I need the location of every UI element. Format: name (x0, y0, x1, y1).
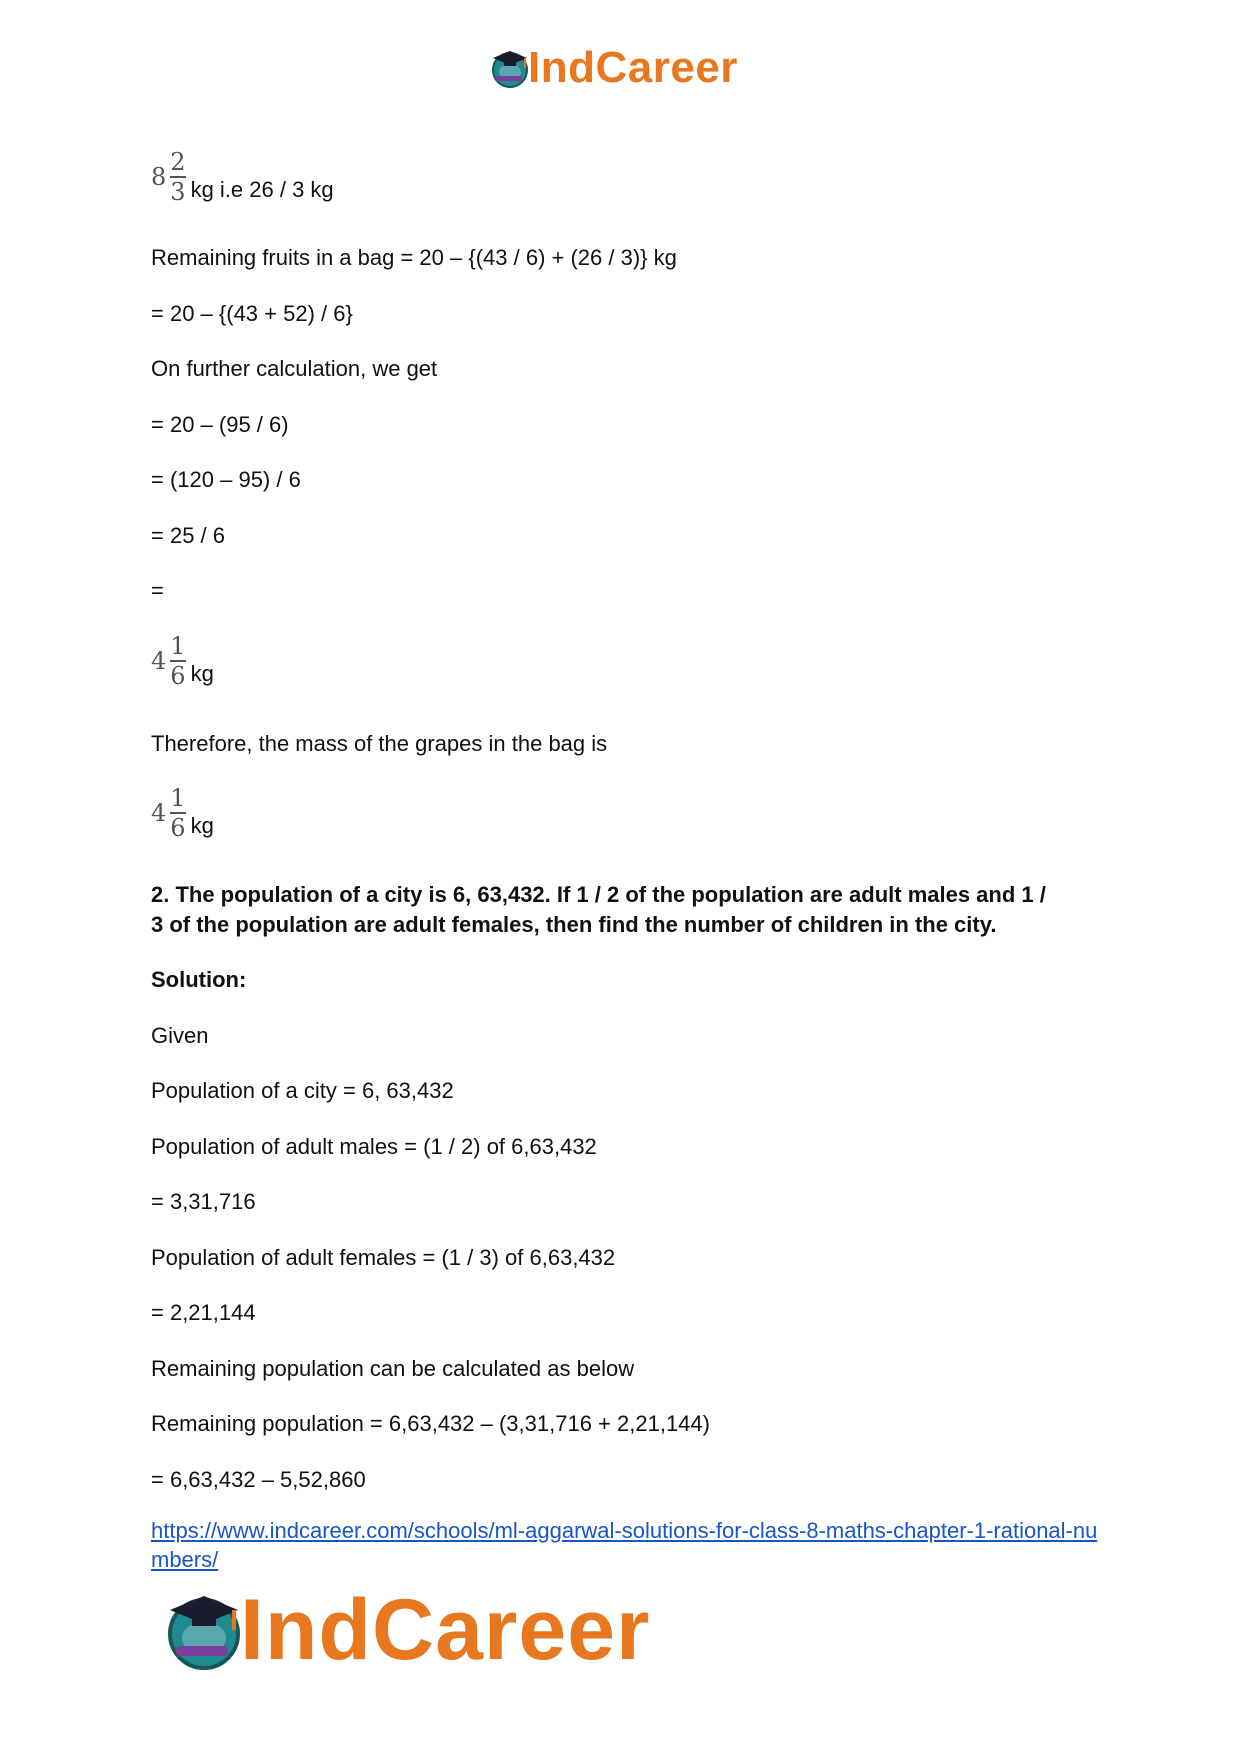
text-line: On further calculation, we get (151, 356, 438, 381)
text-line: = (151, 578, 164, 603)
fraction-unit: kg (190, 813, 214, 838)
graduation-cap-globe-icon (488, 46, 532, 90)
text-line: = (120 – 95) / 6 (151, 467, 301, 492)
text-line: = 20 – (95 / 6) (151, 412, 289, 437)
text-line: = 6,63,432 – 5,52,860 (151, 1467, 366, 1492)
mixed-fraction-line (151, 150, 334, 204)
header-logo (488, 44, 738, 92)
fraction (168, 150, 187, 204)
fraction (168, 786, 187, 840)
fraction-whole: 4 (151, 647, 167, 675)
text-line: = 25 / 6 (151, 523, 226, 548)
fraction-whole: 8 (151, 163, 167, 191)
text-line: Remaining population = 6,63,432 – (3,31,716 + 2,21,144) (151, 1411, 710, 1436)
text-line: Therefore, the mass of the grapes in the bag is (151, 731, 608, 756)
text-line: Population of adult males = (1 / 2) of 6,63,432 (151, 1134, 597, 1159)
footer-logo (160, 1582, 651, 1678)
text-line: Remaining fruits in a bag = 20 – {(43 / 6) + (26 / 3)} kg (151, 245, 677, 270)
mixed-number (151, 150, 188, 204)
fraction-denominator: 3 (170, 178, 186, 206)
brand-wordmark: IndCareer (240, 1582, 651, 1678)
fraction-denominator: 6 (170, 662, 186, 690)
fraction-text: kg i.e 26 / 3 kg (190, 177, 334, 202)
mixed-fraction-line (151, 634, 214, 688)
graduation-cap-globe-icon (160, 1586, 248, 1674)
fraction-denominator: 6 (170, 814, 186, 842)
source-link[interactable]: https://www.indcareer.com/schools/ml-aggarwal-solutions-for-class-8-maths-chapter-1-rational-numbers/ (151, 1518, 1098, 1572)
text-line: = 3,31,716 (151, 1189, 256, 1214)
fraction-whole: 4 (151, 799, 167, 827)
text-line: = 2,21,144 (151, 1300, 256, 1325)
text-line: Remaining population can be calculated as below (151, 1356, 635, 1381)
text-line: Given (151, 1023, 209, 1048)
mixed-number (151, 786, 188, 840)
mixed-fraction-line (151, 786, 214, 840)
fraction-numerator: 1 (170, 784, 186, 812)
text-line: Population of adult females = (1 / 3) of 6,63,432 (151, 1245, 616, 1270)
question-heading: 3 of the population are adult females, then find the number of children in the city. (151, 912, 997, 937)
fraction-numerator: 1 (170, 632, 186, 660)
fraction (168, 634, 187, 688)
mixed-number (151, 634, 188, 688)
fraction-numerator: 2 (170, 148, 186, 176)
brand-wordmark: IndCareer (528, 43, 738, 92)
question-heading: 2. The population of a city is 6, 63,432. If 1 / 2 of the population are adult males and 1 / (151, 882, 1046, 907)
fraction-unit: kg (190, 661, 214, 686)
solution-label: Solution: (151, 967, 247, 992)
text-line: Population of a city = 6, 63,432 (151, 1078, 454, 1103)
text-line: = 20 – {(43 + 52) / 6} (151, 301, 353, 326)
